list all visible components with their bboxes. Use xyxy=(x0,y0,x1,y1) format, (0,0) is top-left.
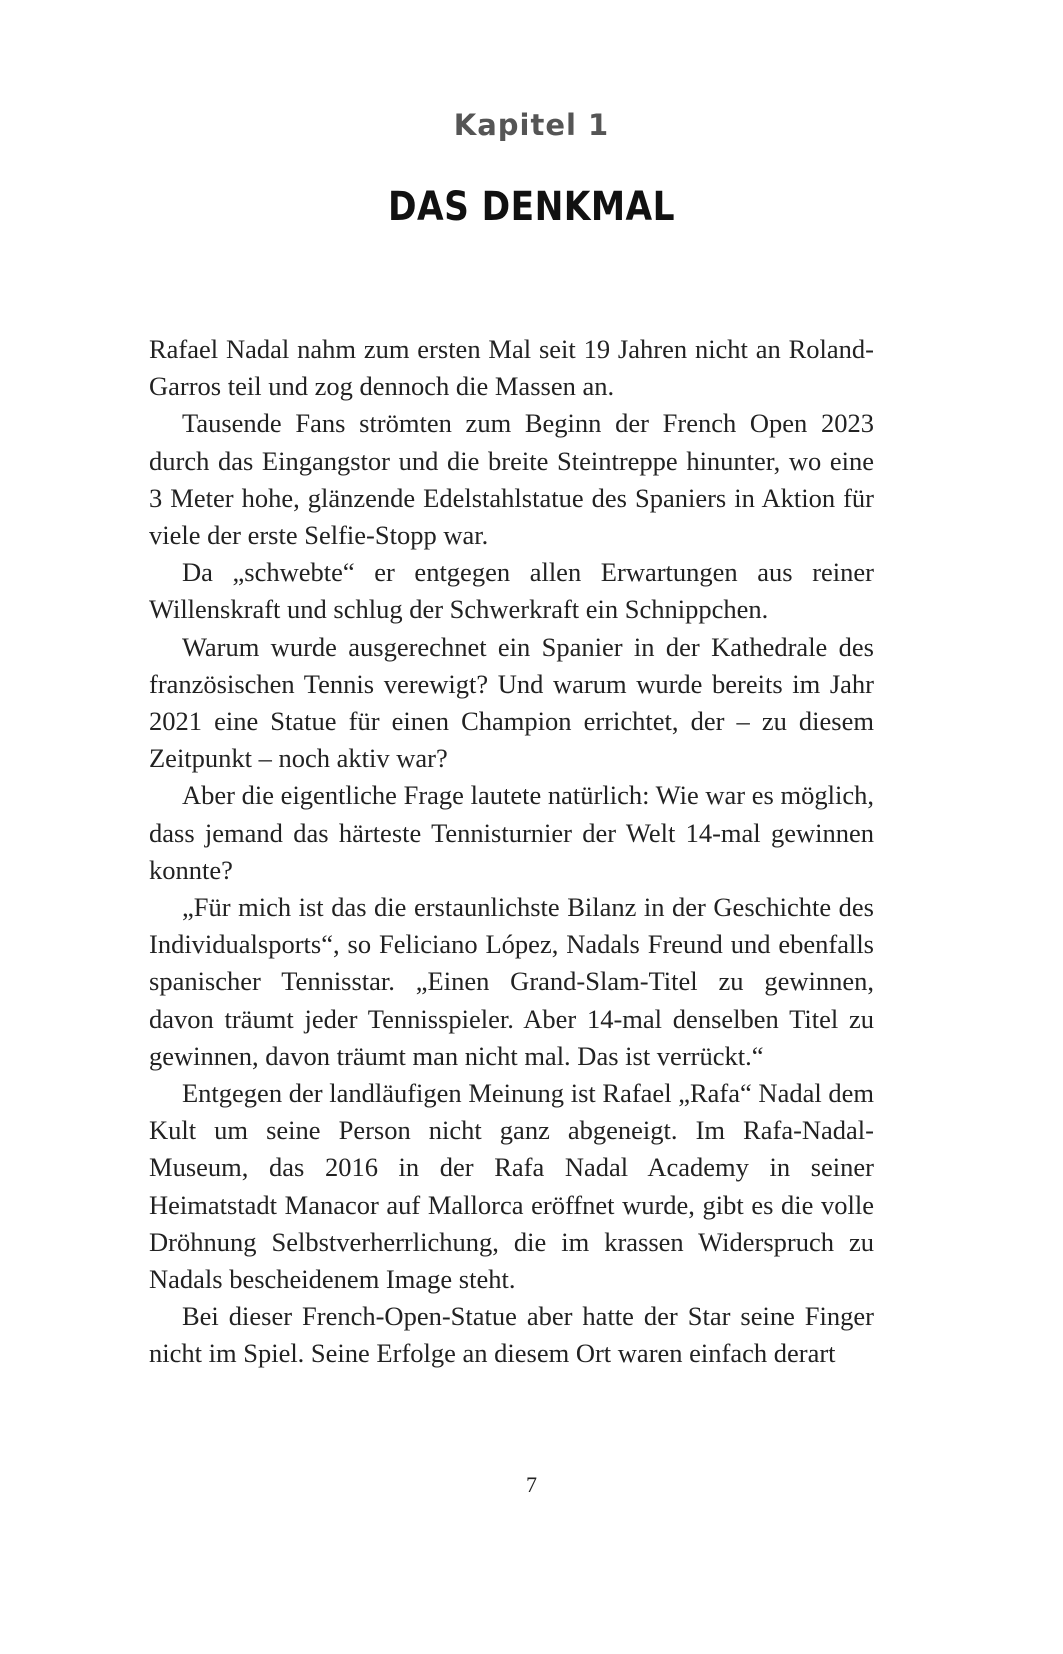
chapter-label: Kapitel 1 xyxy=(453,108,610,142)
chapter-title: DAS DENKMAL xyxy=(388,184,675,230)
body-text xyxy=(149,331,874,1373)
page-number: 7 xyxy=(526,1472,537,1497)
paragraph: Rafael Nadal nahm zum ersten Mal seit 19 Jahren nicht an Roland-Garros teil und zog dennoch die Massen an. xyxy=(149,334,874,402)
paragraph: „Für mich ist das die erstaunlichste Bilanz in der Geschichte des Individualsports“, so Feliciano López, Nadals Freund und ebenfalls spanischer Tennisstar. „Einen Grand-Slam-Titel zu gewinnen, davon träumt jeder Tennisspieler. Aber 14-mal denselben Titel zu gewinnen, davon träumt man nicht mal. Das ist verrückt.“ xyxy=(149,892,874,1071)
paragraph: Aber die eigentliche Frage lautete natürlich: Wie war es möglich, dass jemand das härteste Tennisturnier der Welt 14-mal gewinnen konnte? xyxy=(149,780,874,885)
paragraph: Warum wurde ausgerechnet ein Spanier in der Kathedrale des französischen Tennis verewigt? Und warum wurde bereits im Jahr 2021 eine Statue für einen Champion errichtet, der – zu diesem Zeitpunkt – noch aktiv war? xyxy=(149,631,874,774)
paragraph: Tausende Fans strömten zum Beginn der French Open 2023 durch das Eingangstor und die breite Steintreppe hinunter, wo eine 3 Meter hohe, glänzende Edelstahlstatue des Spaniers in Aktion für viele der erste Selfie-Stopp war. xyxy=(149,408,874,551)
paragraph: Entgegen der landläufigen Meinung ist Rafael „Rafa“ Nadal dem Kult um seine Person nicht ganz abgeneigt. Im Rafa-Nadal-Museum, das 2016 in der Rafa Nadal Academy in seiner Heimatstadt Manacor auf Mallorca eröffnet wurde, gibt es die volle Dröhnung Selbstverherrlichung, die im krassen Widerspruch zu Nadals bescheidenem Image steht. xyxy=(149,1078,874,1295)
paragraph: Bei dieser French-Open-Statue aber hatte der Star seine Finger nicht im Spiel. Seine Erfolge an diesem Ort waren einfach derart xyxy=(149,1301,874,1369)
paragraph: Da „schwebte“ er entgegen allen Erwartungen aus reiner Willenskraft und schlug der Schwerkraft ein Schnippchen. xyxy=(149,557,874,625)
